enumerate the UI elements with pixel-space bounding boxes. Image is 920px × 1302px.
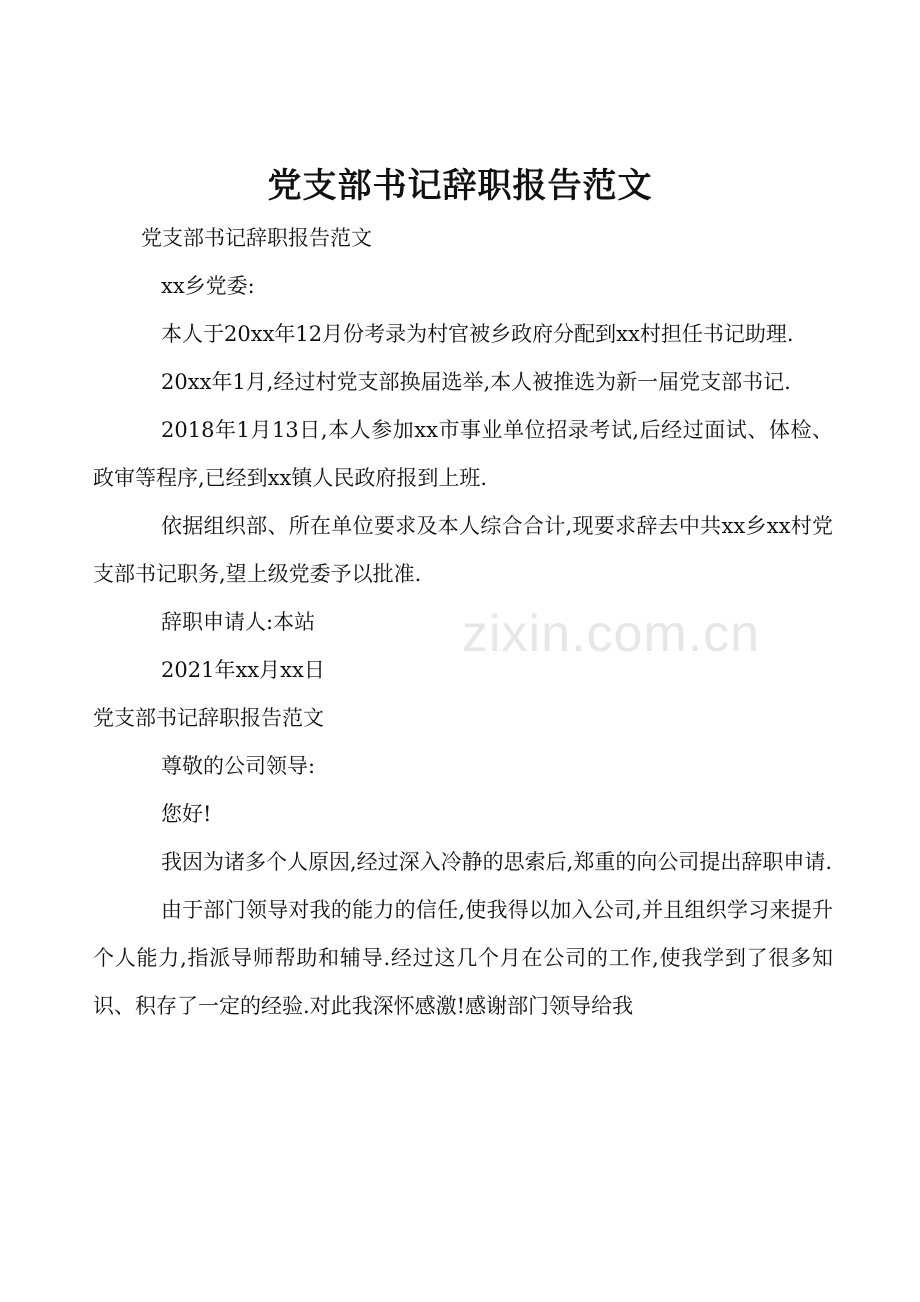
document-body xyxy=(93,214,833,1030)
paragraph-date: 2021年xx月xx日 xyxy=(161,658,325,682)
paragraph: 20xx年1月,经过村党支部换届选举,本人被推选为新一届党支部书记. xyxy=(161,370,791,394)
paragraph-salutation: 尊敬的公司领导: xyxy=(161,754,316,778)
document-title: 党支部书记辞职报告范文 xyxy=(267,166,653,206)
paragraph: 本人于20xx年12月份考录为村官被乡政府分配到xx村担任书记助理. xyxy=(161,322,794,346)
paragraph-subtitle: 党支部书记辞职报告范文 xyxy=(141,226,372,250)
paragraph-greeting: 您好! xyxy=(161,802,212,826)
watermark-text: zixin.com.cn xyxy=(462,605,761,663)
paragraph-signature: 辞职申请人:本站 xyxy=(161,610,316,634)
paragraph-salutation: xx乡党委: xyxy=(161,274,255,298)
paragraph: 2018年1月13日,本人参加xx市事业单位招录考试,后经过面试、体检、政审等程序,已经到xx镇人民政府报到上班. xyxy=(93,418,833,490)
paragraph-section-heading: 党支部书记辞职报告范文 xyxy=(93,706,324,730)
paragraph: 依据组织部、所在单位要求及本人综合合计,现要求辞去中共xx乡xx村党支部书记职务,望上级党委予以批准. xyxy=(93,514,833,586)
paragraph: 由于部门领导对我的能力的信任,使我得以加入公司,并且组织学习来提升个人能力,指派导师帮助和辅导.经过这几个月在公司的工作,使我学到了很多知识、积存了一定的经验.对此我深怀感激!感谢部门领导给我 xyxy=(93,898,833,1018)
paragraph: 我因为诸多个人原因,经过深入冷静的思索后,郑重的向公司提出辞职申请. xyxy=(161,850,833,874)
